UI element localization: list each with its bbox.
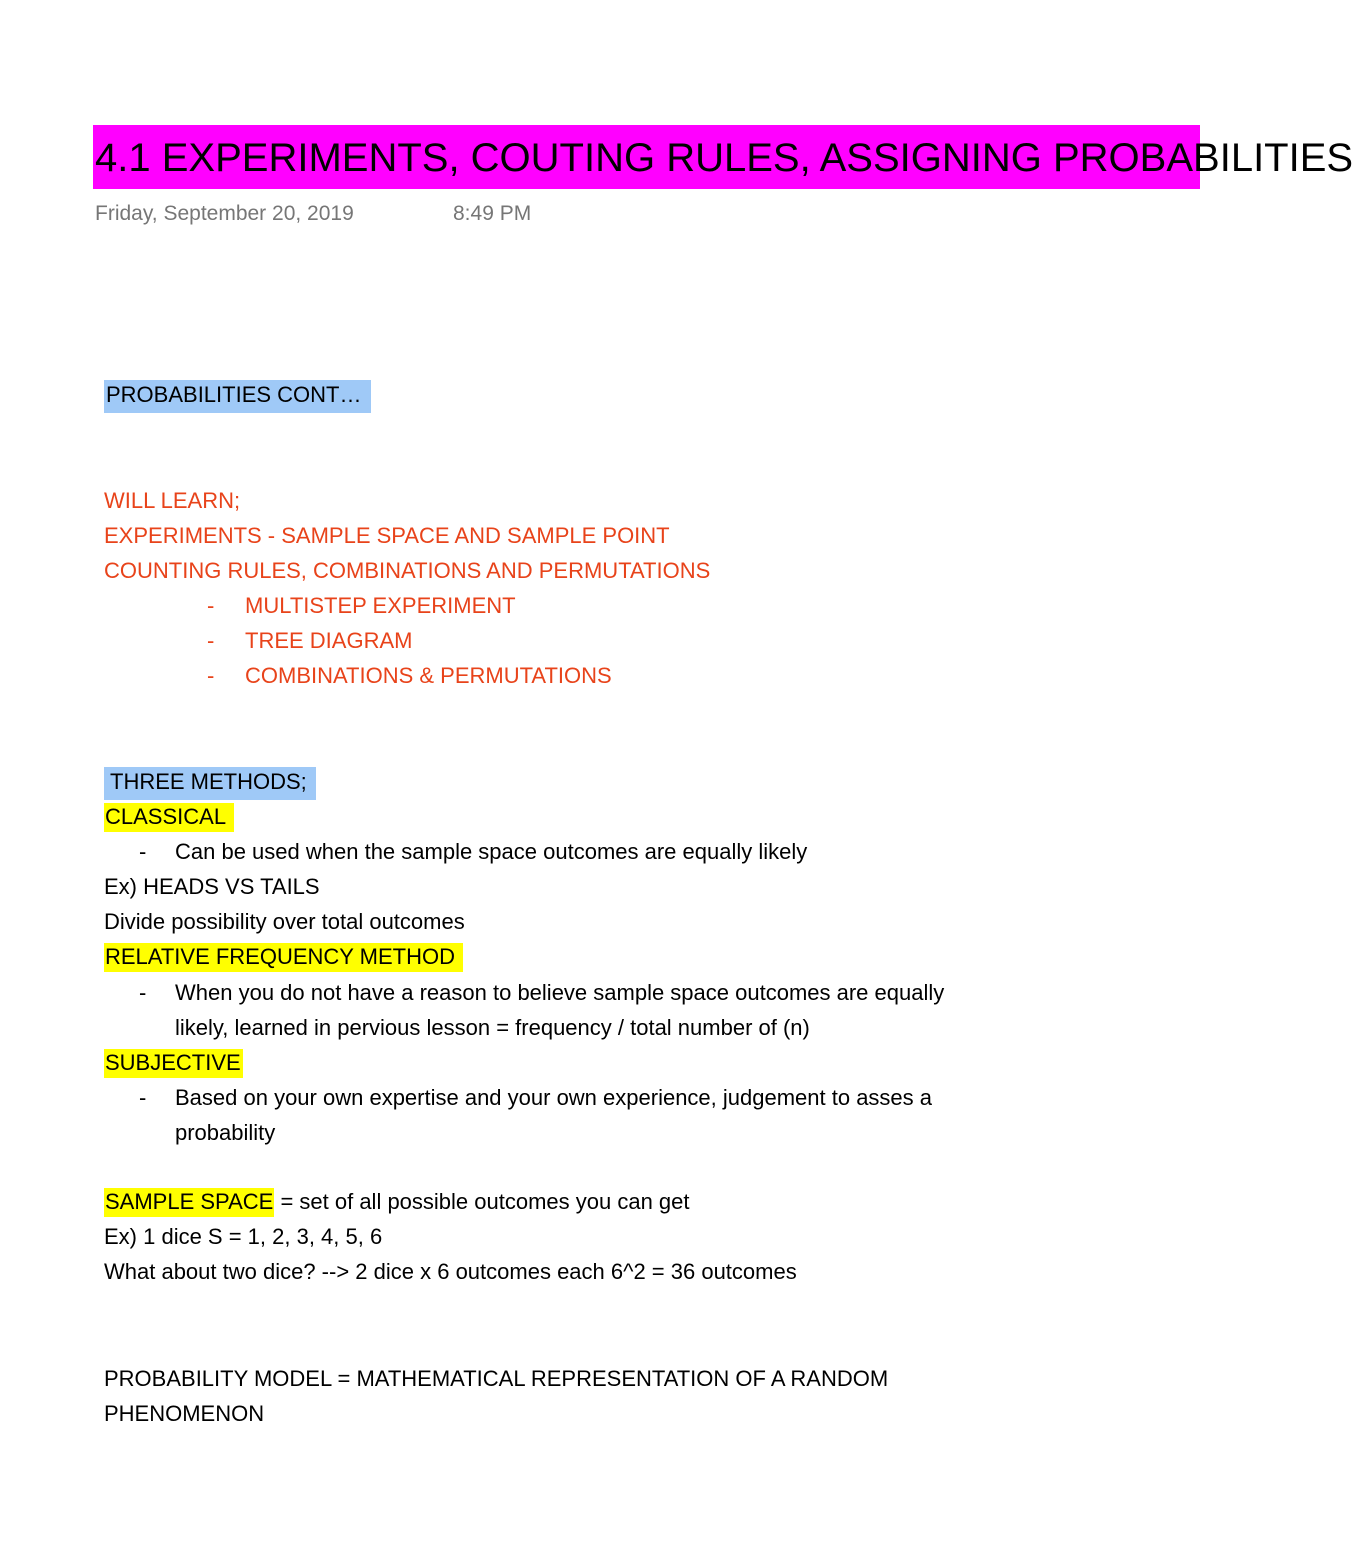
subjective-line [104, 1048, 243, 1078]
will-learn-bullet-2: TREE DIAGRAM [245, 628, 413, 653]
relative-frequency-label: RELATIVE FREQUENCY METHOD [104, 943, 463, 972]
subjective-bullet-line-1: Based on your own expertise and your own experience, judgement to asses a [175, 1085, 933, 1110]
page-date: Friday, September 20, 2019 [95, 202, 354, 225]
classical-bullet: Can be used when the sample space outcomes are equally likely [175, 839, 808, 864]
page-time: 8:49 PM [453, 202, 532, 225]
will-learn-line-2: COUNTING RULES, COMBINATIONS AND PERMUTATIONS [104, 558, 711, 583]
bullet-dash: - [139, 980, 147, 1005]
will-learn-heading: WILL LEARN; [104, 488, 241, 513]
probabilities-header: PROBABILITIES CONT… [104, 380, 371, 413]
relative-line [104, 942, 463, 972]
page-title-bar [93, 125, 1353, 189]
bullet-dash: - [207, 663, 215, 688]
page-title: 4.1 EXPERIMENTS, COUTING RULES, ASSIGNING PROBABILITIES [95, 136, 1353, 180]
relative-bullet-line-2: likely, learned in pervious lesson = frequency / total number of (n) [175, 1015, 810, 1040]
will-learn-bullet-3: COMBINATIONS & PERMUTATIONS [245, 663, 612, 688]
relative-bullet-line-1: When you do not have a reason to believe sample space outcomes are equally [175, 980, 945, 1005]
sample-space-term: SAMPLE SPACE [104, 1188, 274, 1217]
bullet-dash: - [207, 593, 215, 618]
classical-example: Ex) HEADS VS TAILS [104, 874, 320, 899]
subjective-label: SUBJECTIVE [104, 1049, 243, 1078]
sample-space-line [104, 1187, 690, 1217]
classical-note: Divide possibility over total outcomes [104, 909, 465, 934]
classical-label: CLASSICAL [104, 803, 234, 832]
bullet-dash: - [139, 1085, 147, 1110]
will-learn-line-1: EXPERIMENTS - SAMPLE SPACE AND SAMPLE POINT [104, 523, 670, 548]
sample-space-example-1: Ex) 1 dice S = 1, 2, 3, 4, 5, 6 [104, 1224, 383, 1249]
probability-model-line-2: PHENOMENON [104, 1401, 265, 1426]
sample-space-example-2: What about two dice? --> 2 dice x 6 outcomes each 6^2 = 36 outcomes [104, 1259, 797, 1284]
classical-line [104, 802, 234, 832]
subjective-bullet-line-2: probability [175, 1120, 276, 1145]
bullet-dash: - [207, 628, 215, 653]
bullet-dash: - [139, 839, 147, 864]
three-methods-line [104, 767, 316, 797]
will-learn-bullet-1: MULTISTEP EXPERIMENT [245, 593, 516, 618]
probability-model-line-1: PROBABILITY MODEL = MATHEMATICAL REPRESENTATION OF A RANDOM [104, 1366, 889, 1391]
three-methods-heading: THREE METHODS; [104, 767, 316, 800]
sample-space-definition: = set of all possible outcomes you can get [274, 1189, 690, 1214]
probabilities-header-line [104, 380, 371, 410]
